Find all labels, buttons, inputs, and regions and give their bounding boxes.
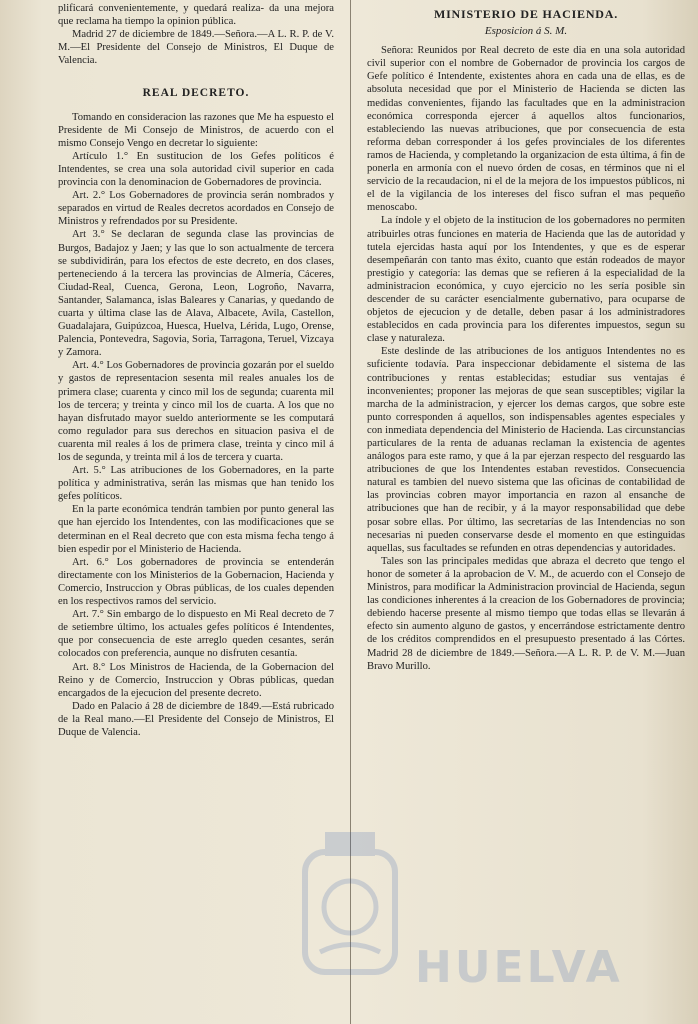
- ministry-heading: MINISTERIO DE HACIENDA.: [433, 7, 619, 21]
- signature-paragraph: Madrid 27 de diciembre de 1849.—Señora.—A L. R. P. de V. M.—El Presidente del Consejo de Ministros, El Duque de Valencia.: [58, 29, 334, 67]
- ministry-subheading: Esposicion á S. M.: [484, 25, 568, 38]
- column-divider: [350, 0, 351, 1024]
- article-3: Art 3.° Se declaran de segunda clase las provincias de Burgos, Badajoz y Jaen; y las que lo son actualmente de tercera se subdividirán, para los efectos de este decreto, en dos clases, perteneciendo á la tercera las provincias de Almería, Cáceres, Ciudad-Real, Cuenca, Gerona, Leon, Logroño, Navarra, Santander, Salamanca, islas Baleares y Canarias, y quedando de cuarta y última clase las de Alava, Albacete, Avila, Castellon, Guadalajara, Guipúzcoa, Huesca, Huelva, Lérida, Lugo, Orense, Palencia, Pontevedra, Sagovia, Soria, Tarragona, Teruel, Vizcaya y Zamora.: [58, 229, 334, 359]
- article-1: Artículo 1.° En sustitucion de los Gefes políticos é Intendentes, se crea una sola autoridad civil superior en cada provincia con la denominacion de Gobernadores de provincia.: [58, 150, 334, 189]
- exposition-paragraph-3: Este deslinde de las atribuciones de los antiguos Intendentes no es suficiente todavía. Para inspeccionar debidamente el sistema de las contribuciones y rentas establecidas; estudiar sus ventajas é inconvenientes; proponer las mejoras de que sean susceptibles; vigilar la marcha de la administracion, y ejercer los demas cargos, que sobre este punto corresponden á aquellos, son indispensables agentes especiales y con inmediata dependencia del Ministerio de Hacienda. Las circunstancias particulares de la renta de aduanas reclaman la existencia de agentes análogos para este ramo, y que á la par ejerzan respecto del resguardo las atribuciones de que los Intendentes estaban revestidos. Consecuencia natural es tambien del nuevo sistema que las oficinas de contabilidad de las provincias cobren mayor importancia en razon al ensanche de atribuciones que han de recibir, y á la mayor responsabilidad que debe posar sobre ellas. Por último, las secretarías de las Intendencias no son necesarias ni pueden conservarse desde el momento en que estinguidas aquellas, sus facultades se refunden en otras dependencias y autoridades.: [367, 346, 685, 554]
- article-6: Art. 6.° Los gobernadores de provincia se entenderán directamente con los Ministerios de la Gobernacion, Hacienda y Comercio, Instruccion y Obras públicas, de los cuales dependen en los respectivos ramos del servicio.: [58, 556, 334, 608]
- article-7: Art. 7.° Sin embargo de lo dispuesto en Mi Real decreto de 7 de setiembre último, los actuales gefes políticos é Intendentes, que por consecuencia de este arreglo queden cesantes, serán colocados con preferencia, aunque no disfruten cesantía.: [58, 609, 334, 660]
- decree-preamble: Tomando en consideracion las razones que Me ha espuesto el Presidente de Mi Consejo de Ministros, de acuerdo con el mismo Consejo Vengo en decretar lo siguiente:: [58, 111, 334, 149]
- article-5: Art. 5.° Las atribuciones de los Gobernadores, en la parte política y administrativa, serán las mismas que han tenido los gefes políticos.: [58, 465, 334, 503]
- right-column: [367, 2, 685, 673]
- decree-heading: REAL DECRETO.: [142, 87, 250, 100]
- exposition-paragraph-1: Señora: Reunidos por Real decreto de este dia en una sola autoridad civil superior con el nombre de Gobernador de provincia los cargos de Gefe político é Intendente, existentes ahora en cada una de ellas, es de absoluta necesidad que por el Ministerio de Hacienda se dicten las medidas convenientes, fijando las facultades que en la administracion económica corresponda ejercer á aquellos altos funcionarios, estableciendo las nuevas atribuciones, que por consecuencia de esta reforma deban corresponder á los gefes provinciales de los diferentes ramos de Hacienda, y completando la organizacion de esta última, á fin de ponerla en armonía con el nuevo órden de cosas, en términos que ni el servicio de la recaudacion, ni el de la mejora de los impuestos públicos, ni el de la vigilancia de los intereses del fisco sufran el mas pequeño menoscabo.: [367, 45, 685, 214]
- watermark-text: HUELVA: [415, 942, 623, 993]
- article-5-continued: En la parte económica tendrán tambien por punto general las que han ejercido los Intendentes, con las modificaciones que se determinan en el Real decreto que con esta misma fecha tengo á bien espedir por el Ministerio de Hacienda.: [58, 504, 334, 555]
- library-watermark: [295, 822, 690, 1022]
- exposition-paragraph-2: La índole y el objeto de la institucion de los gobernadores no permiten atribuirles otras funciones en materia de Hacienda que las de autoridad y tutela ejercidas hasta aquí por los Intendentes, y que es de esperar desempeñarán con tanto mas éxito, cuanto que están rodeados de mayor prestigio y categoría: las demas que se refieren á la especialidad de la administracion económica, y cuyo ejercicio no les sería posible sin descender de su carácter esencialmente gubernativo, para ocuparse de objetos de ejecucion y de detalle, deben pasar á los administradores establecidos en cada provincia para los diferentes impuestos, segun su clase y naturaleza.: [367, 215, 685, 345]
- article-8: Art. 8.° Los Ministros de Hacienda, de la Gobernacion del Reino y de Comercio, Instruccion y Obras públicas, quedan encargados de la ejecucion del presente decreto.: [58, 661, 334, 699]
- continued-paragraph: plificará convenientemente, y quedará realiza- da una mejora que reclama ha tiempo la opinion pública.: [58, 3, 334, 28]
- exposition-paragraph-4: Tales son las principales medidas que abraza el decreto que tengo el honor de someter á la aprobacion de V. M., de acuerdo con el Consejo de Ministros, para modificar la Administracion provincial de Hacienda, segun las condiciones inherentes á la creacion de los Gobernadores de provincia; debiendo hacerse presente al mismo tiempo que todas ellas se llevarán á efecto sin aumento alguno de gastos, y encerrándose estrictamente dentro de los créditos comprendidos en el presupuesto presentado á las Córtes. Madrid 28 de diciembre de 1849.—Señora.—A L. R. P. de V. M.—Juan Bravo Murillo.: [367, 555, 685, 672]
- article-2: Art. 2.° Los Gobernadores de provincia serán nombrados y separados en virtud de Reales decretos acordados en Consejo de Ministros y refrendados por su Presidente.: [58, 190, 334, 228]
- left-column: [58, 2, 334, 739]
- article-4: Art. 4.° Los Gobernadores de provincia gozarán por el sueldo y gastos de representacion sesenta mil reales anuales los de primera clase; cuarenta y cinco mil los de segunda; cuarenta mil los de tercera; y treinta y cinco mil los de cuarta. A los que no hayan disfrutado mayor sueldo anteriormente se les computará como regulador para sus derechos en situacion pasiva el de cuarenta mil reales á los de primera clase, treinta y cinco mil á los de segunda, y treinta mil á los de tercera y cuarta.: [58, 360, 334, 463]
- decree-signature: Dado en Palacio á 28 de diciembre de 1849.—Está rubricado de la Real mano.—El Presidente del Consejo de Ministros, El Duque de Valencia.: [58, 700, 334, 738]
